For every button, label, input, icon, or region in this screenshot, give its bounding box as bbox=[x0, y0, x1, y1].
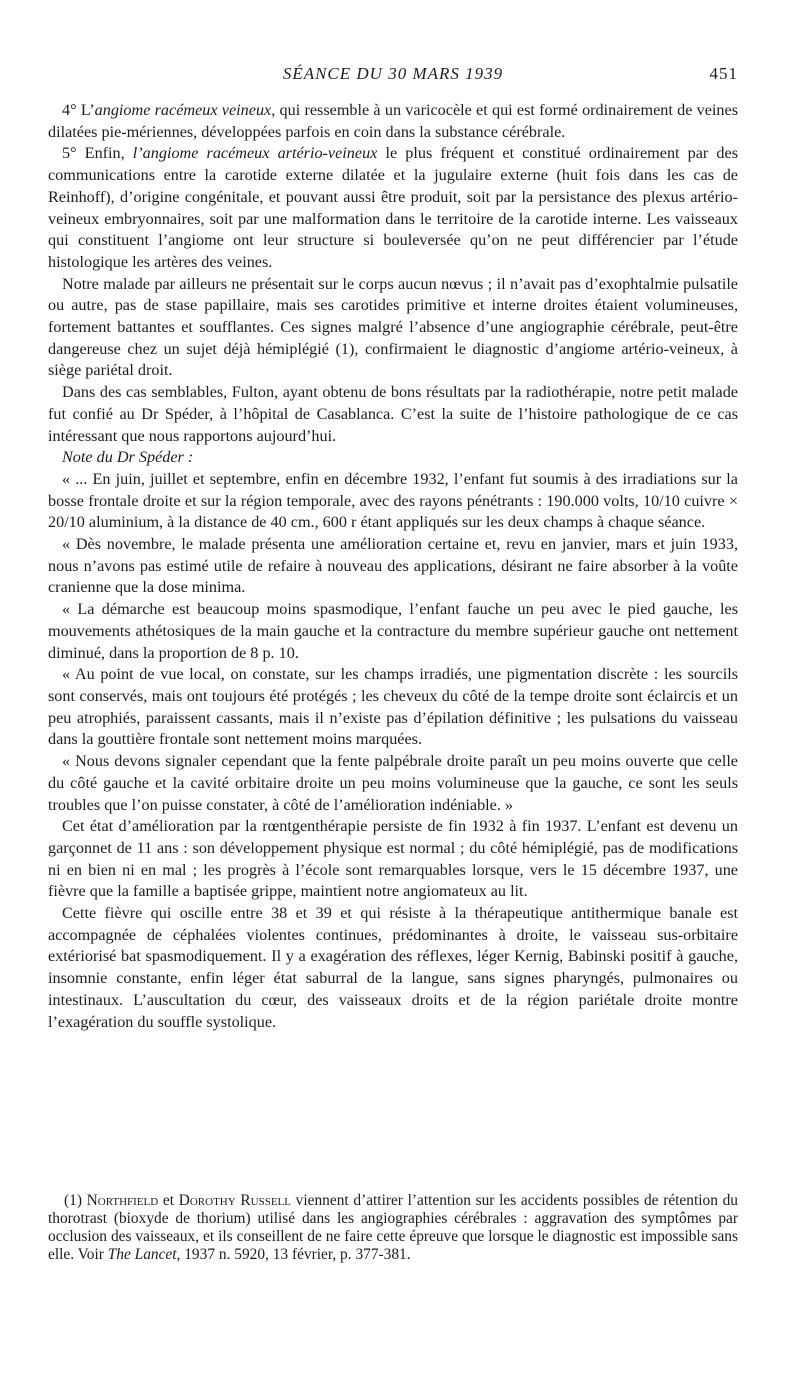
footnote-journal: The Lancet, bbox=[107, 1246, 181, 1263]
italic-term: angiome racémeux veineux, bbox=[94, 101, 276, 119]
running-title: SÉANCE DU 30 MARS 1939 bbox=[282, 64, 504, 83]
paragraph-angiome-arterio-veineux bbox=[48, 143, 738, 273]
paragraph-malade: Notre malade par ailleurs ne présentait sur le corps aucun nœvus ; il n’avait pas d’exophtalmie pulsatile ou autre, pas de stase papillaire, mais ses carotides primitive et interne droites étaient volumineuses, fortement battantes et soufflantes. Ces signes malgré l’absence d’une angiographie cérébrale, peut-être dangereuse chez un sujet déjà hémiplégié (1), confirmaient le diagnostic d’angiome artério-veineux, à siège pariétal droit. bbox=[48, 274, 738, 380]
footnote-author: Northfield bbox=[86, 1192, 159, 1209]
paragraph-local: « Au point de vue local, on constate, sur les champs irradiés, une pigmentation discrète : les sourcils sont conservés, mais ont toujours été protégés ; les cheveux du côté de la tempe droite sont éclaircis et un peu atrophiés, paraissent cassants, mais il n’existe pas d’épilation définitive ; les pulsations du vaisseau dans la gouttière frontale sont nettement moins marquées. bbox=[48, 665, 738, 749]
paragraph-text: le plus fréquent et constitué ordinairement par des communications entre la carotide externe dilatée et la jugulaire externe (huit fois dans les cas de Reinhoff), d’origine congénitale, et pouvant aussi être produit, soit par la persistance des plexus artério-veineux embryonnaires, soit par une malformation dans le territoire de la carotide interne. Les vaisseaux qui constituent l’angiome ont leur structure si bouleversée qu’on ne peut différencier par l’étude histologique les artères des veines. bbox=[48, 144, 738, 271]
paragraph-fulton: Dans des cas semblables, Fulton, ayant obtenu de bons résultats par la radiothérapie, notre petit malade fut confié au Dr Spéder, à l’hôpital de Casablanca. C’est la suite de l’histoire pathologique de ce cas intéressant que nous rapportons aujourd’hui. bbox=[48, 383, 738, 445]
paragraph-irradiations: « ... En juin, juillet et septembre, enfin en décembre 1932, l’enfant fut soumis à des irradiations sur la bosse frontale droite et sur la région temporale, avec des rayons pénétrants : 190.000 volts, 10/10 cuivre × 20/10 aluminium, à la distance de 40 cm., 600 r étant appliqués sur les deux champs à chaque séance. bbox=[48, 469, 738, 532]
footnote-text: et bbox=[158, 1192, 179, 1209]
paragraph-text: 5° Enfin, bbox=[62, 144, 133, 163]
footnote-reference: 1937 n. 5920, 13 février, p. 377-381. bbox=[180, 1246, 411, 1263]
footnote-author: Dorothy Russell bbox=[178, 1192, 291, 1209]
italic-term: l’angiome racémeux artério-veineux bbox=[132, 144, 378, 163]
paragraph-fente-palpebrale: « Nous devons signaler cependant que la fente palpébrale droite paraît un peu moins ouverte que celle du côté gauche et la cavité orbitaire droite un peu moins volumineuse que la gauche, ce sont les seuls troubles que l’on puisse constater, à côté de l’amélioration indéniable. » bbox=[48, 752, 738, 814]
page-number: 451 bbox=[709, 64, 738, 83]
footnote-1 bbox=[48, 1192, 738, 1264]
paragraph-fievre: Cette fièvre qui oscille entre 38 et 39 et qui résiste à la thérapeutique antithermique banale est accompagnée de céphalées violentes continues, prédominantes à droite, le vaisseau sus-orbitaire extériorisé bat spasmodiquement. Il y a exagération des réflexes, léger Kernig, Babinski positif à gauche, insomnie constante, enfin léger état saburral de la langue, sans signes pharyngés, pulmonaires ou intestinaux. L’auscultation du cœur, des vaisseaux droits et de la région pariétale droite montre l’exagération du souffle systolique. bbox=[48, 904, 738, 1031]
footnotes bbox=[48, 1192, 738, 1264]
page-header bbox=[48, 64, 738, 92]
paragraph-text: qui ressemble à un varicocèle et qui est formé ordinairement de veines dilatées pie-mériennes, développées parfois en coin dans la substance cérébrale. bbox=[48, 101, 738, 141]
paragraph-novembre: « Dès novembre, le malade présenta une amélioration certaine et, revu en janvier, mars et juin 1933, nous n’avons pas estimé utile de refaire à nouveau des applications, désirant ne faire absorber à la voûte cranienne que la dose minima. bbox=[48, 535, 738, 597]
body-text bbox=[48, 100, 738, 1033]
note-heading: Note du Dr Spéder : bbox=[62, 448, 194, 467]
paragraph-angiome-veineux bbox=[48, 100, 738, 143]
footnote-marker: (1) bbox=[64, 1192, 87, 1209]
paragraph-demarche: « La démarche est beaucoup moins spasmodique, l’enfant fauche un peu avec le pied gauche, les mouvements athétosiques de la main gauche et la contracture du membre supérieur gauche ont nettement diminué, dans la proportion de 8 p. 10. bbox=[48, 600, 738, 662]
paragraph-text: 4° L’ bbox=[62, 101, 95, 119]
footnote-text: viennent d’attirer l’attention sur les accidents possibles de rétention du thorotrast (bioxyde de thorium) utilisé dans les angiographies cérébrales : aggravation des symptômes par occlusion des vaisseaux, et ils conseillent de ne faire cette épreuve que lorsque le diagnostic est impossible sans elle. Voir bbox=[48, 1192, 738, 1263]
paragraph-amelioration: Cet état d’amélioration par la rœntgenthérapie persiste de fin 1932 à fin 1937. L’enfant est devenu un garçonnet de 11 ans : son développement physique est normal ; du côté hémiplégié, pas de modifications ni en bien ni en mal ; les progrès à l’école sont remarquables lorsque, vers le 15 décembre 1937, une fièvre que la famille a baptisée grippe, maintient notre angiomateux au lit. bbox=[48, 817, 738, 901]
